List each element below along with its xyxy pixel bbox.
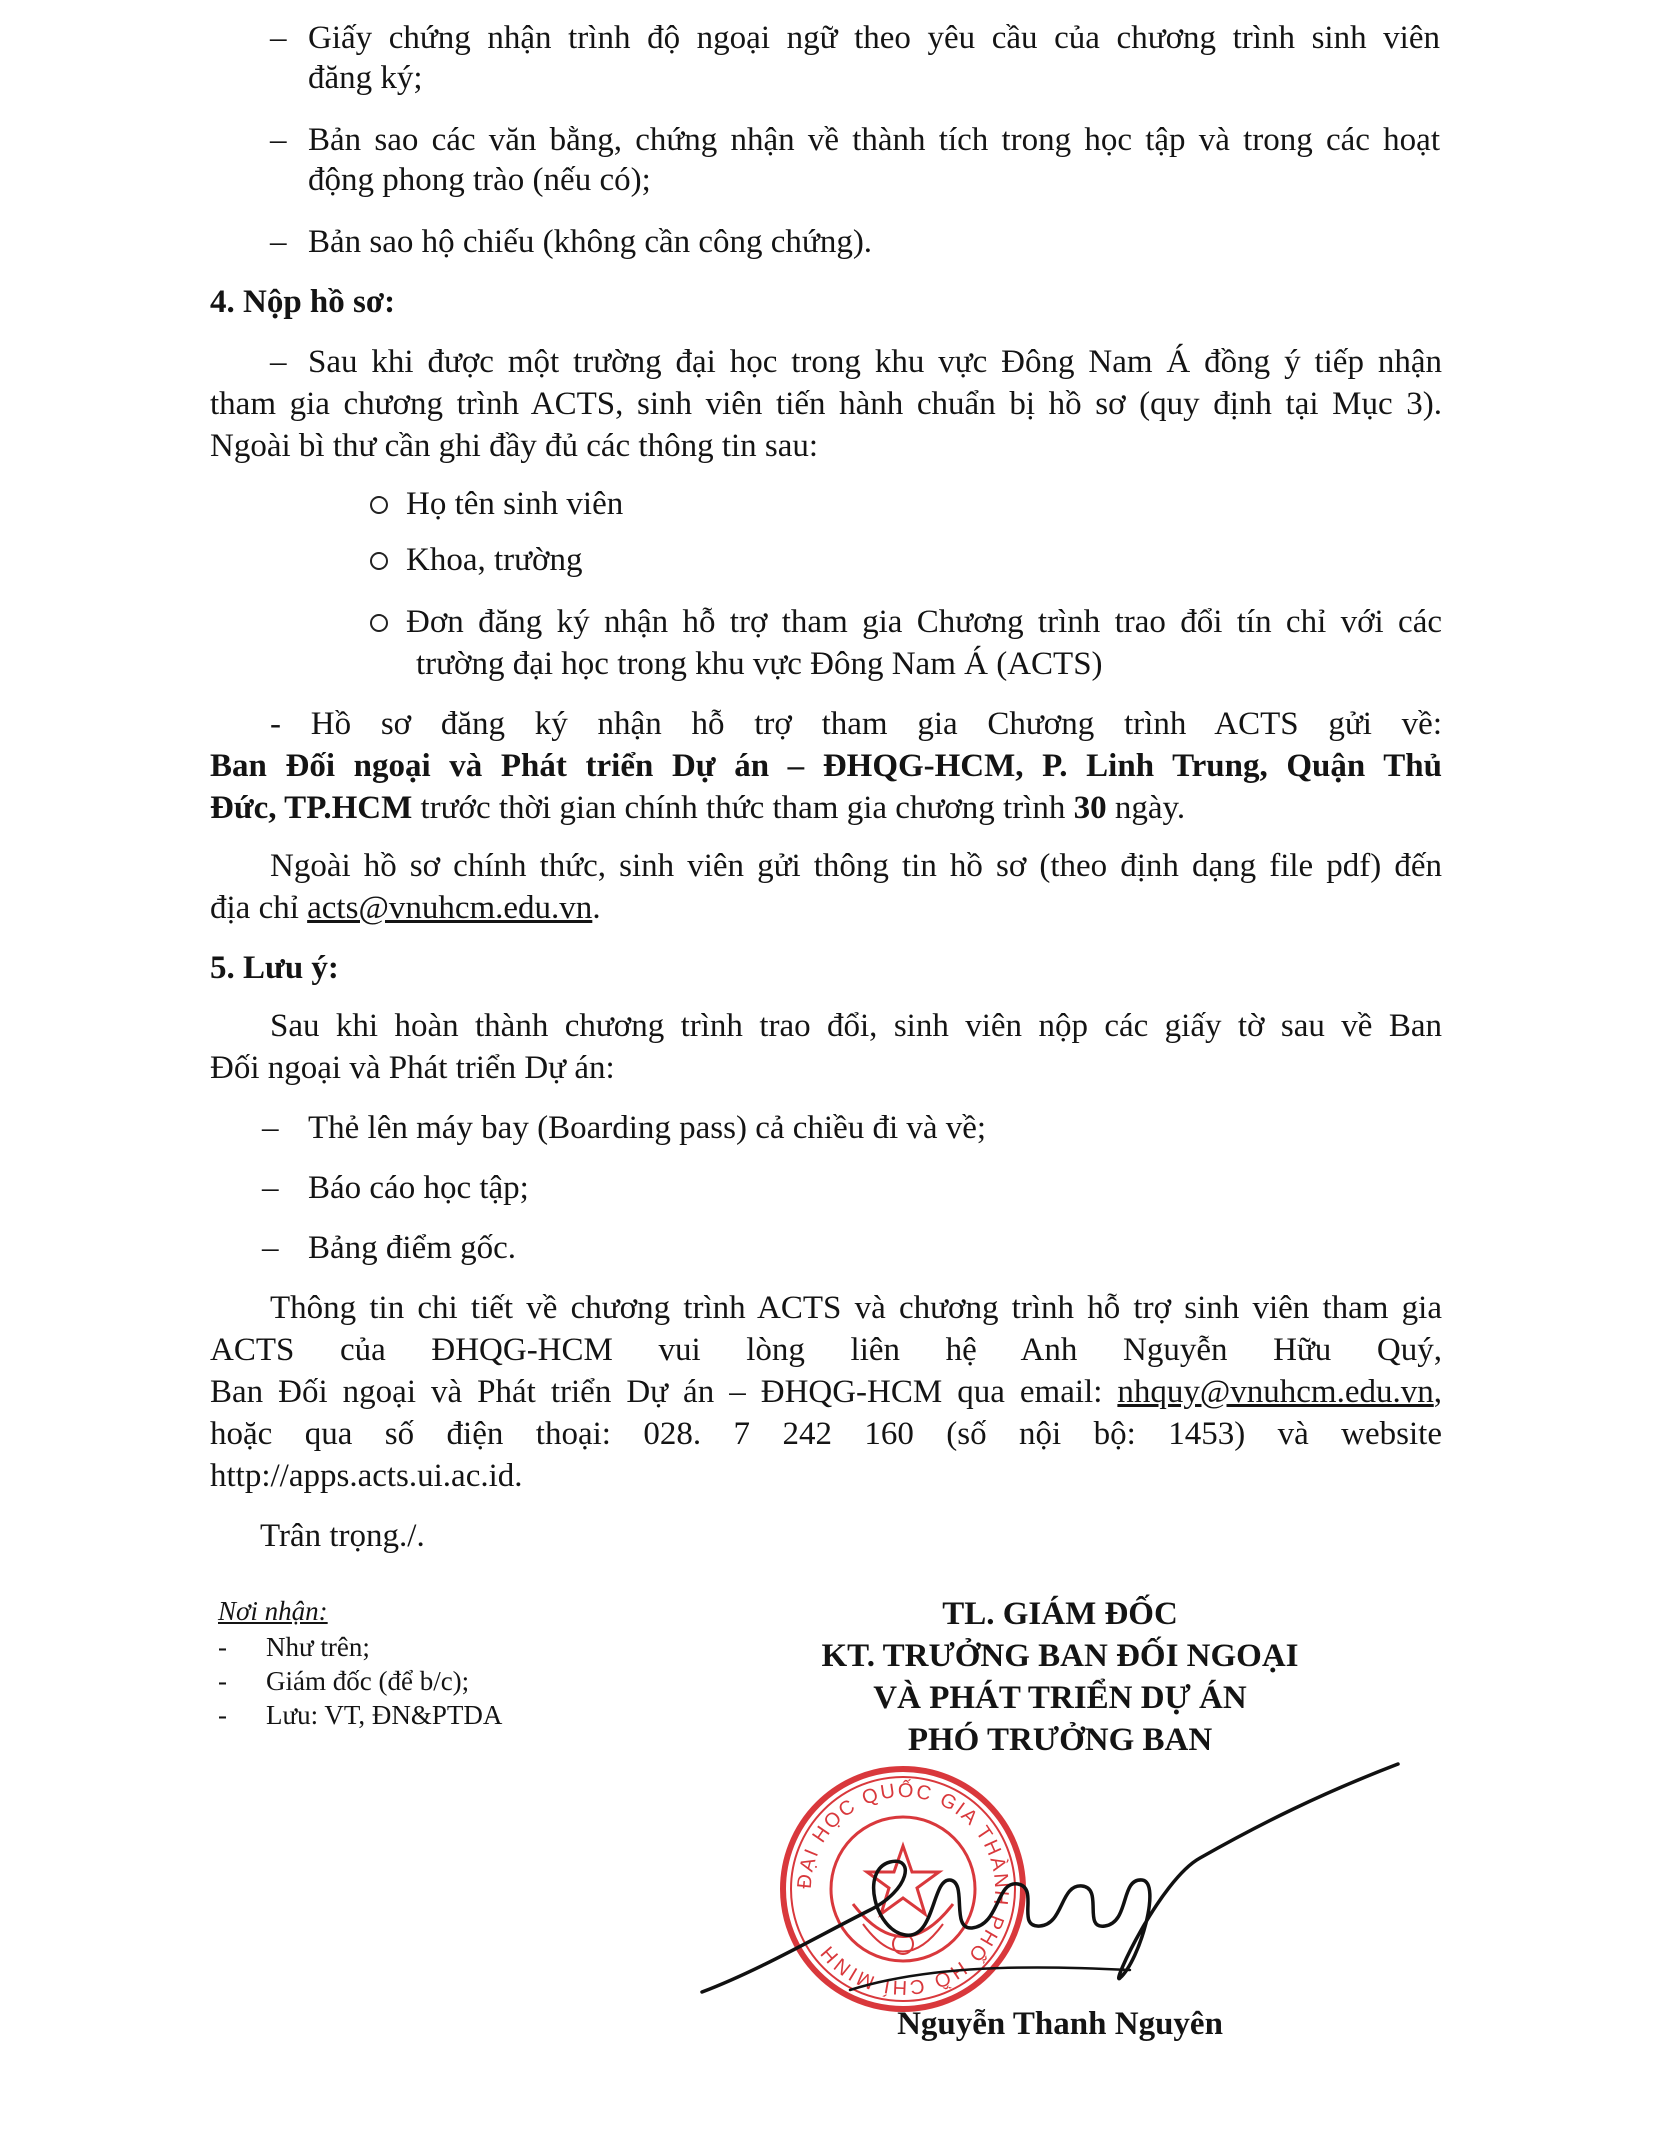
recipients-title-text: Nơi nhận: [218, 1596, 328, 1626]
contact-line4-phone: hoặc qua số điện thoại: 028. 7 242 160 (số nội bộ: 1453) và website [210, 1416, 1442, 1452]
recipient-item: Giám đốc (để b/c); [266, 1666, 470, 1696]
circle-bullet-icon [370, 614, 388, 632]
req-item-1-line2: đăng ký; [308, 60, 423, 96]
recipients-title [218, 1594, 328, 1628]
recipient-dash: - [218, 1700, 227, 1730]
list-dash: – [270, 224, 287, 260]
req-item-3: Bản sao hộ chiếu (không cần công chứng). [308, 224, 873, 260]
deadline-text-b: ngày. [1106, 790, 1186, 826]
signature-title-line1: TL. GIÁM ĐỐC [942, 1596, 1178, 1632]
s4-p3-line1: Ngoài hồ sơ chính thức, sinh viên gửi thông tin hồ sơ (theo định dạng file pdf) đến [270, 848, 1442, 884]
list-dash: – [270, 344, 287, 380]
s4-p3-line2 [210, 888, 601, 928]
nhquy-email-link[interactable]: nhquy@vnuhcm.edu.vn [1117, 1374, 1434, 1410]
s4-p2-line1: - Hồ sơ đăng ký nhận hỗ trợ tham gia Chương trình ACTS gửi về: [270, 706, 1442, 742]
contact-line3-suffix: , [1433, 1374, 1442, 1410]
s5-item-boarding-pass: Thẻ lên máy bay (Boarding pass) cả chiều đi và về; [308, 1110, 987, 1146]
req-item-1-line1: Giấy chứng nhận trình độ ngoại ngữ theo yêu cầu của chương trình sinh viên [308, 20, 1440, 56]
envelope-item-name: Họ tên sinh viên [406, 486, 624, 522]
envelope-item-form-line1: Đơn đăng ký nhận hỗ trợ tham gia Chương trình trao đổi tín chỉ với các [406, 604, 1442, 640]
s4-p2-line2-address: Ban Đối ngoại và Phát triển Dự án – ĐHQG-HCM, P. Linh Trung, Quận Thủ [210, 748, 1442, 784]
recipient-item: Như trên; [266, 1632, 370, 1662]
contact-website: http://apps.acts.ui.ac.id. [210, 1458, 523, 1494]
signature-title-line3: VÀ PHÁT TRIỂN DỰ ÁN [873, 1680, 1247, 1716]
deadline-days: 30 [1073, 790, 1107, 826]
contact-line3-prefix: Ban Đối ngoại và Phát triển Dự án – ĐHQG-HCM qua email: [210, 1374, 1118, 1410]
recipient-dash: - [218, 1632, 227, 1662]
s4-p1-line2: tham gia chương trình ACTS, sinh viên tiến hành chuẩn bị hồ sơ (quy định tại Mục 3). [210, 386, 1442, 422]
signer-name: Nguyễn Thanh Nguyên [897, 2006, 1223, 2042]
contact-line1: Thông tin chi tiết về chương trình ACTS và chương trình hỗ trợ sinh viên tham gia [270, 1290, 1442, 1326]
seal-ring-text: ĐẠI HỌC QUỐC GIA THÀNH PHỐ HỒ CHÍ MINH [793, 1779, 1013, 1999]
s4-p2-line3 [210, 788, 1185, 828]
section-5-heading: 5. Lưu ý: [210, 950, 339, 986]
circle-bullet-icon [370, 496, 388, 514]
list-dash: – [262, 1110, 279, 1146]
envelope-item-faculty: Khoa, trường [406, 542, 583, 578]
address-city: Đức, TP.HCM [210, 790, 413, 826]
recipient-dash: - [218, 1666, 227, 1696]
list-dash: – [270, 122, 287, 158]
s4-p3-prefix: địa chỉ [210, 890, 308, 926]
envelope-item-form-line2: trường đại học trong khu vực Đông Nam Á (ACTS) [416, 646, 1103, 682]
acts-email-link[interactable]: acts@vnuhcm.edu.vn [307, 890, 593, 926]
closing-regards: Trân trọng./. [260, 1518, 425, 1554]
recipient-item: Lưu: VT, ĐN&PTDA [266, 1700, 503, 1730]
deadline-text-a: trước thời gian chính thức tham gia chương trình [412, 790, 1074, 826]
section-4-heading: 4. Nộp hồ sơ: [210, 284, 396, 320]
contact-line3 [210, 1372, 1442, 1412]
list-dash: – [262, 1170, 279, 1206]
s5-item-report: Báo cáo học tập; [308, 1170, 529, 1206]
s5-p1-line2: Đối ngoại và Phát triển Dự án: [210, 1050, 615, 1086]
signature-title-line4: PHÓ TRƯỞNG BAN [907, 1722, 1213, 1758]
circle-bullet-icon [370, 552, 388, 570]
s5-item-transcript: Bảng điểm gốc. [308, 1230, 517, 1266]
list-dash: – [270, 20, 287, 56]
s5-p1-line1: Sau khi hoàn thành chương trình trao đổi, sinh viên nộp các giấy tờ sau về Ban [270, 1008, 1442, 1044]
s4-p3-suffix: . [592, 890, 601, 926]
req-item-2-line1: Bản sao các văn bằng, chứng nhận về thành tích trong học tập và trong các hoạt [308, 122, 1440, 158]
handwritten-signature [700, 1760, 1400, 2020]
contact-line2: ACTS của ĐHQG-HCM vui lòng liên hệ Anh Nguyễn Hữu Quý, [210, 1332, 1442, 1368]
s4-p1-line1: Sau khi được một trường đại học trong khu vực Đông Nam Á đồng ý tiếp nhận [308, 344, 1442, 380]
list-dash: – [262, 1230, 279, 1266]
req-item-2-line2: động phong trào (nếu có); [308, 162, 651, 198]
s4-p1-line3: Ngoài bì thư cần ghi đầy đủ các thông tin sau: [210, 428, 819, 464]
signature-title-line2: KT. TRƯỞNG BAN ĐỐI NGOẠI [821, 1638, 1299, 1674]
